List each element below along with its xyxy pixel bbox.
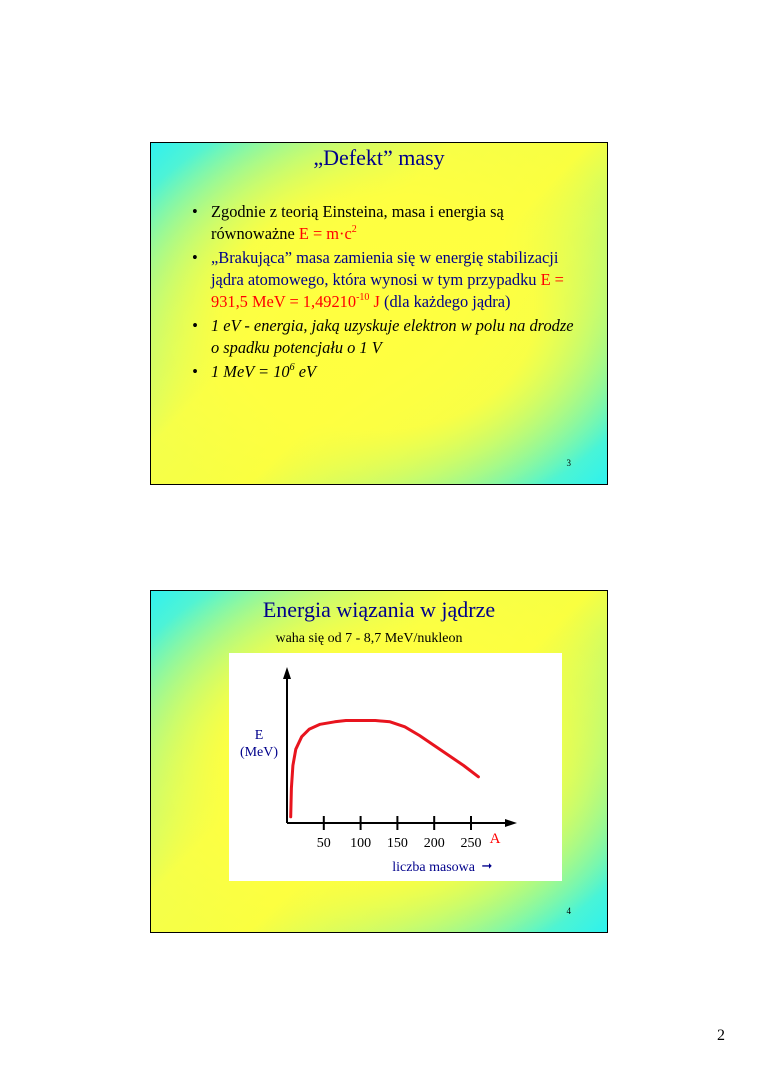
superscript: 2 [351,223,357,235]
slide-title: Energia wiązania w jądrze [262,597,496,622]
bullet-text: „Brakująca” masa zamienia się w energię stabilizacji jądra atomowego, która wynosi w tym przypadku [211,248,559,289]
bullet-text-end: (dla każdego jądra) [379,292,511,311]
chart-panel [229,653,562,881]
bullet-icon: • [192,362,198,381]
x-tick-label: 250 [460,836,482,851]
bullet-icon: • [192,202,198,221]
bullet-text: 1 eV - energia, jaką uzyskuje elektron w polu na drodze o spadku potencjału o 1 V [211,316,574,357]
formula: E = m·c [298,224,352,243]
bullet-list [189,201,579,385]
slide-mass-defect [150,142,608,485]
bullet-item [189,361,579,383]
superscript: 6 [289,361,295,373]
slide-number: 3 [566,458,571,468]
superscript: -10 [356,291,370,303]
bullet-text: Zgodnie z teorią Einsteina, masa i energia są równoważne [211,202,504,243]
x-tick-label: 50 [316,836,331,851]
slide-number: 4 [566,906,571,916]
formula-unit: J [369,292,380,311]
bullet-item [189,315,579,359]
y-axis-label: E [254,728,264,743]
y-axis-label-unit: (MeV) [239,745,279,760]
bullet-item [189,247,579,313]
bullet-icon: • [192,248,198,267]
slide-subtitle: waha się od 7 - 8,7 MeV/nukleon [275,631,463,646]
x-axis-label: liczba masowa [392,860,475,875]
slide-binding-energy [150,590,608,933]
bullet-icon: • [192,316,198,335]
x-tick-label: 100 [350,836,372,851]
bullet-text: 1 MeV = 10 [211,362,290,381]
x-axis-arrowhead [505,819,517,827]
x-tick-label: 150 [386,836,408,851]
slide-title: „Defekt” masy [313,145,445,170]
bullet-item [189,201,579,245]
formula: E = 931,5 MeV = 1,49210 [211,270,564,311]
page-number: 2 [717,1027,725,1044]
binding-energy-chart [229,653,562,881]
arrow-right-icon: ➞ [481,858,493,873]
y-axis-arrowhead [283,667,291,679]
bullet-text-end: eV [294,362,316,381]
x-axis-symbol: A [489,831,501,847]
binding-energy-curve [291,721,479,817]
x-tick-label: 200 [423,836,445,851]
